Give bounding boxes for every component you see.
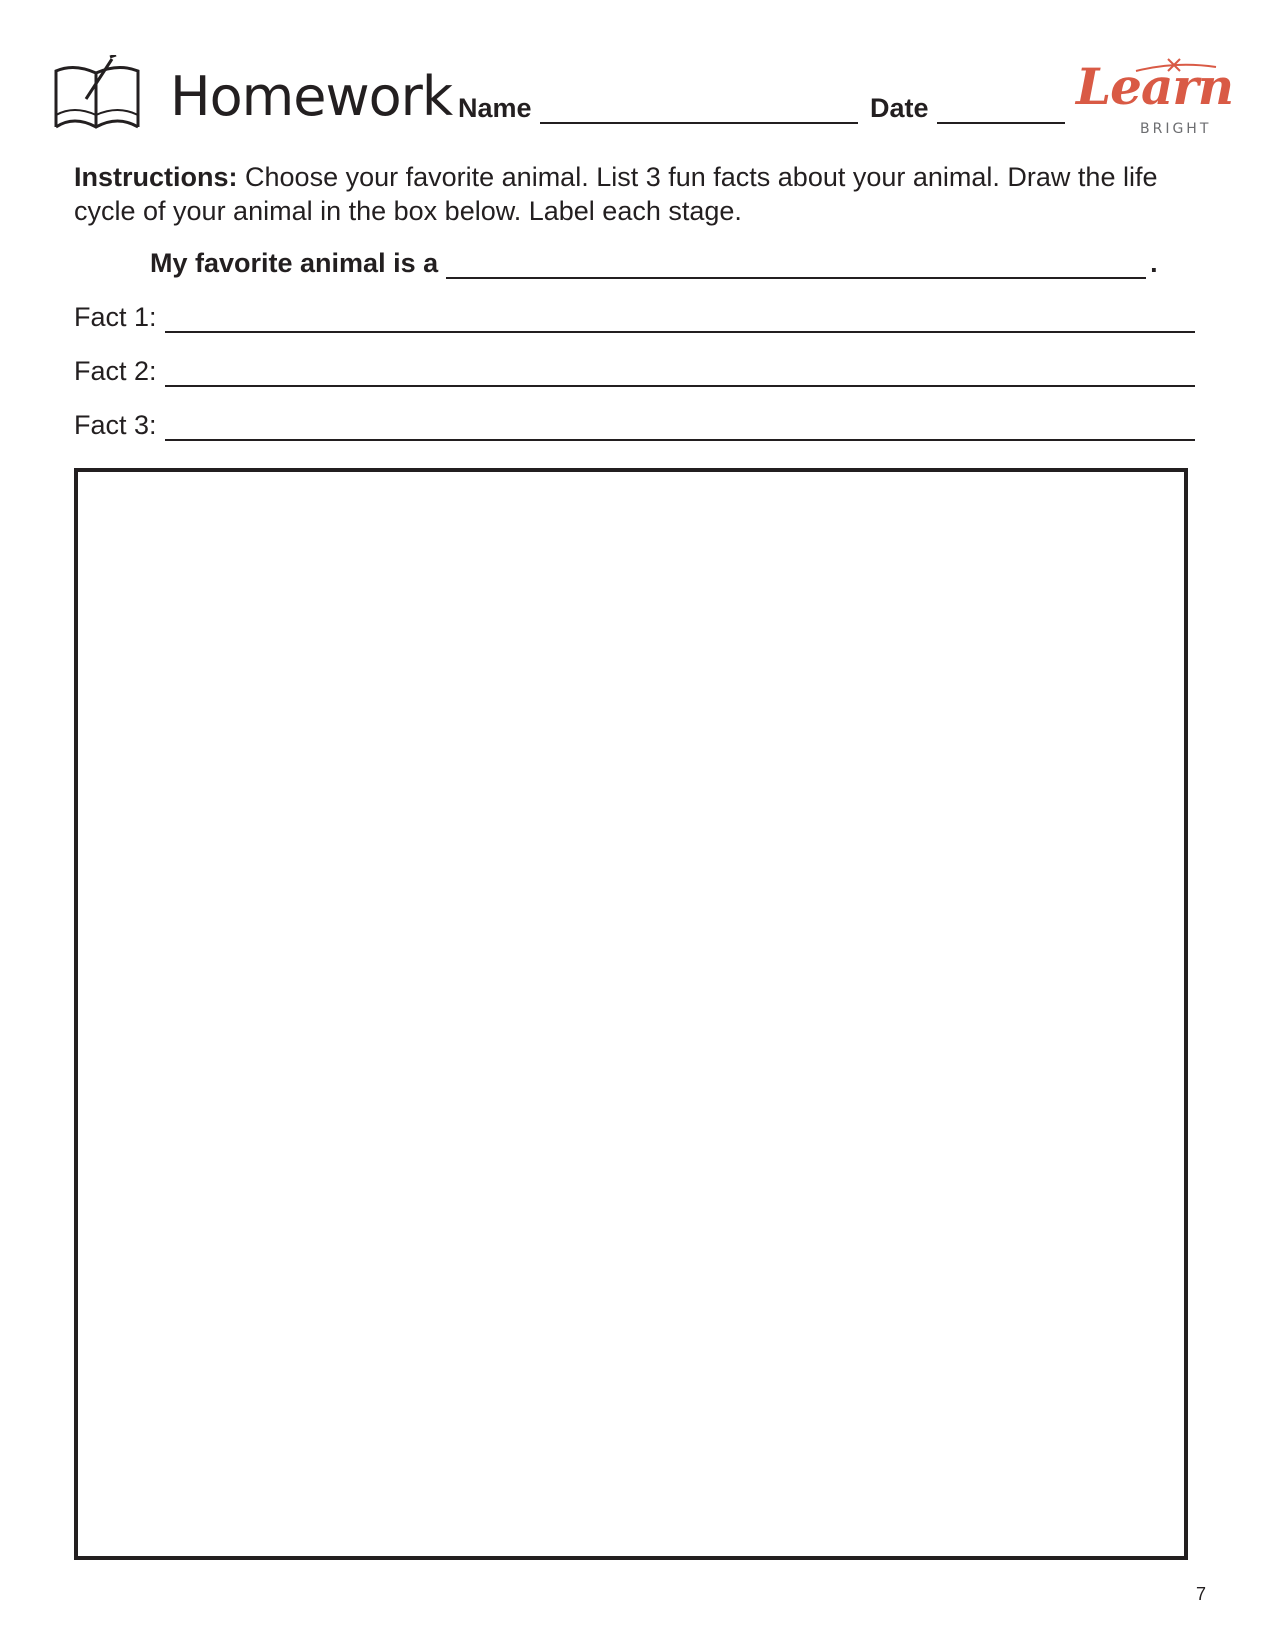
fact-2-row[interactable]: [74, 356, 1195, 387]
favorite-animal-input-line[interactable]: [446, 251, 1146, 279]
fact-3-row[interactable]: [74, 410, 1195, 441]
instructions: [74, 160, 1184, 228]
fact-3-input-line[interactable]: [165, 413, 1195, 441]
homework-title: Homework: [170, 65, 453, 128]
favorite-animal-label: My favorite animal is a: [150, 248, 439, 278]
learn-bright-logo: [1076, 55, 1236, 145]
favorite-animal-period: .: [1150, 248, 1158, 278]
fact-1-input-line[interactable]: [165, 305, 1195, 333]
instructions-lead: Instructions:: [74, 162, 238, 192]
worksheet-header: [52, 55, 1232, 145]
fact-3-label: Fact 3:: [74, 410, 157, 440]
fact-2-input-line[interactable]: [165, 359, 1195, 387]
instructions-body: Choose your favorite animal. List 3 fun facts about your animal. Draw the life cycle of your animal in the box below. Label each stage.: [74, 162, 1158, 226]
date-label: Date: [870, 93, 929, 123]
favorite-animal-prompt[interactable]: [150, 248, 1158, 279]
fact-1-label: Fact 1:: [74, 302, 157, 332]
name-label: Name: [458, 93, 532, 123]
page-number: 7: [1196, 1584, 1207, 1604]
date-input-line[interactable]: [937, 96, 1065, 124]
logo-wordmark: Learn: [1076, 57, 1234, 116]
fact-2-label: Fact 2:: [74, 356, 157, 386]
open-book-pencil-icon: [52, 55, 142, 135]
fact-1-row[interactable]: [74, 302, 1195, 333]
date-field[interactable]: [870, 93, 1065, 124]
name-input-line[interactable]: [540, 96, 858, 124]
life-cycle-drawing-box[interactable]: [74, 468, 1188, 1560]
name-field[interactable]: [458, 93, 858, 124]
logo-subtext: BRIGHT: [1140, 121, 1212, 137]
